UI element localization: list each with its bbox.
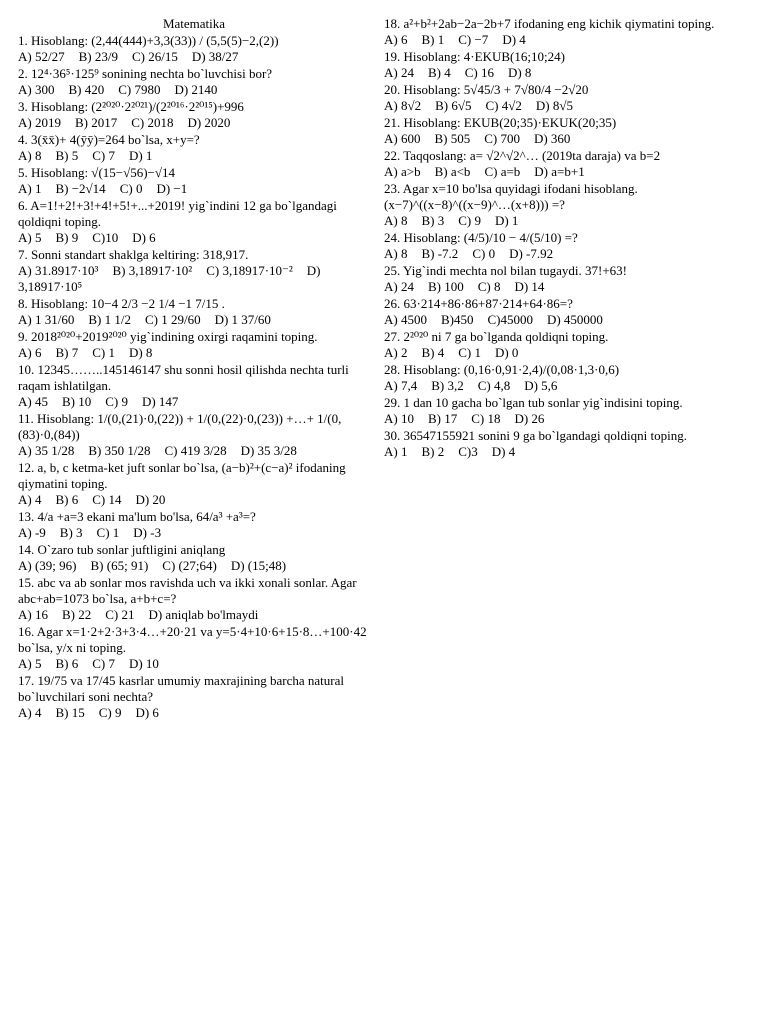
- answer-option: D) 360: [533, 131, 571, 146]
- answer-option: D) 35 3/28: [240, 443, 297, 458]
- answer-options: [18, 230, 370, 246]
- answer-option: A) 2: [384, 345, 408, 360]
- answer-option: B) −2√14: [55, 181, 106, 196]
- answer-option: B)450: [440, 312, 474, 327]
- answer-option: C) 0: [472, 246, 496, 261]
- answer-option: B) 420: [68, 82, 105, 97]
- answer-option: A) a>b: [384, 164, 421, 179]
- question-text: 1. Hisoblang: (2,44(444)+3,3(33)) / (5,5(5)−2,(2)): [18, 33, 279, 48]
- question-item: [18, 624, 370, 672]
- answer-option: C) 7: [92, 148, 115, 163]
- answer-option: B) -7.2: [421, 246, 459, 261]
- answer-option: C) (27;64): [162, 558, 217, 573]
- answer-option: A) 7,4: [384, 378, 418, 393]
- answer-option: B) 6: [55, 492, 79, 507]
- answer-options: [384, 164, 752, 180]
- answer-option: C) 7980: [118, 82, 161, 97]
- answer-option: B) 6√5: [435, 98, 472, 113]
- answer-options: [18, 394, 370, 410]
- question-text: 16. Agar x=1·2+2·3+3·4…+20·21 va y=5·4+10·6+15·8…+100·42 bo`lsa, y/x ni toping.: [18, 624, 367, 655]
- answer-options: [384, 246, 752, 262]
- answer-option: A) 24: [384, 279, 414, 294]
- answer-option: C) 26/15: [131, 49, 178, 64]
- question-text: 20. Hisoblang: 5√45/3 + 7√80/4 −2√20: [384, 82, 589, 97]
- question-item: [18, 33, 370, 65]
- answer-option: A) 1 31/60: [18, 312, 75, 327]
- left-question-list: [18, 33, 370, 721]
- answer-options: [18, 115, 370, 131]
- question-text: 19. Hisoblang: 4·EKUB(16;10;24): [384, 49, 565, 64]
- answer-options: [384, 213, 752, 229]
- answer-options: [18, 525, 370, 541]
- answer-option: D) 3,18917·10⁵: [18, 263, 321, 294]
- question-item: [384, 148, 752, 180]
- answer-option: A) -9: [18, 525, 46, 540]
- answer-options: [18, 443, 370, 459]
- question-item: [384, 49, 752, 81]
- answer-option: C) 0: [119, 181, 143, 196]
- answer-option: C) 8: [477, 279, 501, 294]
- answer-option: B) 3,2: [431, 378, 464, 393]
- answer-option: D) -7.92: [509, 246, 554, 261]
- answer-options: [18, 312, 370, 328]
- answer-option: C) 4,8: [477, 378, 511, 393]
- answer-option: C) 1: [458, 345, 481, 360]
- answer-option: B) 5: [55, 148, 79, 163]
- answer-option: C) 18: [471, 411, 501, 426]
- answer-option: D) 6: [132, 230, 156, 245]
- answer-option: B) 3: [59, 525, 83, 540]
- question-item: [384, 329, 752, 361]
- answer-options: [384, 345, 752, 361]
- question-item: [384, 362, 752, 394]
- answer-option: C) −7: [458, 32, 489, 47]
- answer-option: B) 505: [434, 131, 471, 146]
- answer-option: D) 0: [494, 345, 519, 360]
- question-item: [384, 428, 752, 460]
- answer-options: [384, 279, 752, 295]
- answer-options: [18, 492, 370, 508]
- question-text: 24. Hisoblang: (4/5)/10 − 4/(5/10) =?: [384, 230, 578, 245]
- answer-option: A) 31.8917·10³: [18, 263, 99, 278]
- answer-option: C) 2018: [131, 115, 174, 130]
- question-text: 10. 12345……..145146147 shu sonni hosil qilishda nechta turli raqam ishlatilgan.: [18, 362, 349, 393]
- answer-option: B) 2017: [74, 115, 118, 130]
- answer-option: C) 7: [92, 656, 115, 671]
- question-text: 11. Hisoblang: 1/(0,(21)·0,(22)) + 1/(0,(22)·0,(23)) +…+ 1/(0,(83)·0,(84)): [18, 411, 342, 442]
- question-item: [18, 198, 370, 246]
- question-item: [18, 673, 370, 721]
- answer-option: C) 4√2: [485, 98, 522, 113]
- answer-option: A) 45: [18, 394, 48, 409]
- answer-option: C)10: [92, 230, 119, 245]
- answer-option: A) 8: [18, 148, 42, 163]
- question-text: 2. 12⁴·36⁵·125⁹ sonining nechta bo`luvchisi bor?: [18, 66, 273, 81]
- answer-options: [18, 181, 370, 197]
- question-text: 9. 2018²⁰²⁰+2019²⁰²⁰ yig`indining oxirgi raqamini toping.: [18, 329, 318, 344]
- answer-option: D) a=b+1: [534, 164, 585, 179]
- answer-option: B) 1 1/2: [88, 312, 131, 327]
- question-item: [18, 132, 370, 164]
- answer-options: [18, 705, 370, 721]
- answer-option: D) (15;48): [230, 558, 287, 573]
- question-text: 4. 3(x̄x̄)+ 4(ȳȳ)=264 bo`lsa, x+y=?: [18, 132, 200, 147]
- answer-option: B) a<b: [434, 164, 471, 179]
- question-text: 29. 1 dan 10 gacha bo`lgan tub sonlar yig`indisini toping.: [384, 395, 683, 410]
- answer-option: A) 35 1/28: [18, 443, 75, 458]
- answer-option: D) 450000: [546, 312, 603, 327]
- answer-option: D) 8√5: [535, 98, 573, 113]
- answer-option: A) (39; 96): [18, 558, 77, 573]
- answer-option: A) 8√2: [384, 98, 422, 113]
- question-item: [18, 165, 370, 197]
- answer-option: B) 22: [61, 607, 92, 622]
- answer-options: [384, 65, 752, 81]
- answer-option: A) 8: [384, 213, 408, 228]
- answer-option: C)3: [458, 444, 478, 459]
- answer-option: A) 4500: [384, 312, 427, 327]
- answer-option: A) 1: [384, 444, 408, 459]
- answer-option: B) 10: [61, 394, 92, 409]
- answer-options: [18, 345, 370, 361]
- question-item: [384, 181, 752, 229]
- answer-options: [18, 656, 370, 672]
- question-text: 5. Hisoblang: √(15−√56)−√14: [18, 165, 176, 180]
- answer-option: A) 5: [18, 656, 42, 671]
- answer-options: [384, 312, 752, 328]
- answer-option: A) 2019: [18, 115, 61, 130]
- answer-option: C) 9: [98, 705, 122, 720]
- answer-option: D) 6: [135, 705, 159, 720]
- answer-option: C) 3,18917·10⁻²: [206, 263, 293, 278]
- answer-option: C) 1 29/60: [144, 312, 201, 327]
- answer-options: [18, 607, 370, 623]
- answer-option: A) 1: [18, 181, 42, 196]
- question-item: [384, 395, 752, 427]
- question-item: [384, 16, 752, 48]
- question-item: [384, 82, 752, 114]
- question-text: 14. O`zaro tub sonlar juftligini aniqlang: [18, 542, 226, 557]
- answer-option: B) 15: [55, 705, 85, 720]
- question-text: 18. a²+b²+2ab−2a−2b+7 ifodaning eng kichik qiymatini toping.: [384, 16, 715, 31]
- answer-option: B) 9: [55, 230, 79, 245]
- question-text: 28. Hisoblang: (0,16·0,91·2,4)/(0,08·1,3·0,6): [384, 362, 620, 377]
- answer-option: B) 1: [421, 32, 445, 47]
- answer-option: C) 14: [92, 492, 122, 507]
- answer-option: B) 17: [427, 411, 458, 426]
- answer-option: D) 8: [507, 65, 532, 80]
- answer-option: B) 23/9: [78, 49, 118, 64]
- answer-options: [384, 98, 752, 114]
- question-text: 23. Agar x=10 bo'lsa quyidagi ifodani hisoblang. (x−7)^((x−8)^((x−9)^…(x+8))) =?: [384, 181, 638, 212]
- answer-option: D) 26: [514, 411, 545, 426]
- question-text: 7. Sonni standart shaklga keltiring: 318,917.: [18, 247, 249, 262]
- answer-option: B) 4: [427, 65, 451, 80]
- answer-option: C) 419 3/28: [164, 443, 227, 458]
- answer-option: D) -3: [133, 525, 162, 540]
- answer-option: B) 3,18917·10²: [112, 263, 193, 278]
- answer-options: [384, 131, 752, 147]
- answer-option: A) 10: [384, 411, 414, 426]
- question-item: [18, 509, 370, 541]
- answer-option: D) 1: [494, 213, 519, 228]
- question-text: 8. Hisoblang: 10−4 2/3 −2 1/4 −1 7/15 .: [18, 296, 225, 311]
- question-item: [18, 575, 370, 623]
- answer-option: B) 2: [421, 444, 445, 459]
- answer-option: A) 300: [18, 82, 55, 97]
- question-item: [18, 99, 370, 131]
- answer-option: D) 38/27: [191, 49, 239, 64]
- answer-option: D) 8: [128, 345, 153, 360]
- answer-option: C)45000: [487, 312, 533, 327]
- answer-option: D) 5,6: [524, 378, 558, 393]
- answer-option: A) 4: [18, 705, 42, 720]
- answer-option: D) −1: [156, 181, 188, 196]
- answer-option: A) 8: [384, 246, 408, 261]
- answer-option: B) 350 1/28: [88, 443, 151, 458]
- answer-option: D) 1: [128, 148, 153, 163]
- answer-options: [18, 148, 370, 164]
- question-item: [384, 230, 752, 262]
- answer-options: [384, 444, 752, 460]
- answer-options: [384, 378, 752, 394]
- answer-option: B) 4: [421, 345, 445, 360]
- answer-option: D) 2020: [187, 115, 231, 130]
- question-item: [384, 115, 752, 147]
- answer-option: C) 9: [458, 213, 481, 228]
- answer-option: B) 6: [55, 656, 79, 671]
- answer-option: A) 16: [18, 607, 48, 622]
- answer-option: D) aniqlab bo'lmaydi: [148, 607, 259, 622]
- answer-option: D) 4: [502, 32, 526, 47]
- answer-options: [18, 263, 370, 295]
- question-text: 30. 36547155921 sonini 9 ga bo`lgandagi qoldiqni toping.: [384, 428, 687, 443]
- answer-option: B) 100: [427, 279, 464, 294]
- answer-option: C) 21: [105, 607, 135, 622]
- answer-option: A) 6: [384, 32, 408, 47]
- answer-option: A) 24: [384, 65, 414, 80]
- question-item: [18, 329, 370, 361]
- answer-option: A) 600: [384, 131, 421, 146]
- question-item: [384, 296, 752, 328]
- answer-options: [18, 558, 370, 574]
- answer-option: B) (65; 91): [90, 558, 149, 573]
- answer-option: D) 147: [141, 394, 179, 409]
- answer-options: [18, 82, 370, 98]
- answer-option: A) 52/27: [18, 49, 65, 64]
- answer-option: D) 4: [491, 444, 516, 459]
- answer-option: D) 10: [128, 656, 159, 671]
- answer-option: B) 3: [421, 213, 445, 228]
- right-question-list: [384, 16, 752, 460]
- answer-option: D) 2140: [174, 82, 218, 97]
- question-text: 22. Taqqoslang: a= √2^√2^… (2019ta daraja) va b=2: [384, 148, 661, 163]
- question-item: [384, 263, 752, 295]
- answer-option: A) 5: [18, 230, 42, 245]
- left-column: [18, 16, 370, 722]
- answer-option: D) 1 37/60: [214, 312, 271, 327]
- question-item: [18, 542, 370, 574]
- answer-option: C) 1: [92, 345, 115, 360]
- question-item: [18, 66, 370, 98]
- answer-options: [384, 411, 752, 427]
- question-text: 6. A=1!+2!+3!+4!+5!+...+2019! yig`indini 12 ga bo`lgandagi qoldiqni toping.: [18, 198, 337, 229]
- answer-option: A) 4: [18, 492, 42, 507]
- answer-option: D) 14: [514, 279, 545, 294]
- question-item: [18, 247, 370, 295]
- answer-options: [18, 49, 370, 65]
- question-text: 12. a, b, c ketma-ket juft sonlar bo`lsa, (a−b)²+(c−a)² ifodaning qiymatini toping.: [18, 460, 346, 491]
- answer-option: C) a=b: [484, 164, 521, 179]
- answer-option: C) 9: [105, 394, 128, 409]
- question-text: 21. Hisoblang: EKUB(20;35)·EKUK(20;35): [384, 115, 617, 130]
- answer-option: C) 16: [464, 65, 494, 80]
- question-item: [18, 460, 370, 508]
- question-item: [18, 296, 370, 328]
- answer-option: D) 20: [135, 492, 166, 507]
- question-text: 27. 2²⁰²⁰ ni 7 ga bo`lganda qoldiqni toping.: [384, 329, 609, 344]
- right-column: [384, 16, 752, 461]
- page-title: Matematika: [162, 16, 226, 31]
- answer-option: B) 7: [55, 345, 79, 360]
- question-text: 15. abc va ab sonlar mos ravishda uch va ikki xonali sonlar. Agar abc+ab=1073 bo`lsa, a+b+c=?: [18, 575, 357, 606]
- answer-option: C) 1: [96, 525, 120, 540]
- question-text: 25. Yig`indi mechta nol bilan tugaydi. 37!+63!: [384, 263, 627, 278]
- question-text: 26. 63·214+86·86+87·214+64·86=?: [384, 296, 573, 311]
- question-text: 3. Hisoblang: (2²⁰²⁰·2²⁰²¹)/(2²⁰¹⁶·2²⁰¹⁵)+996: [18, 99, 244, 114]
- answer-option: A) 6: [18, 345, 42, 360]
- answer-option: C) 700: [484, 131, 520, 146]
- question-item: [18, 411, 370, 459]
- answer-options: [384, 32, 752, 48]
- question-text: 13. 4/a +a=3 ekani ma'lum bo'lsa, 64/a³ +a³=?: [18, 509, 256, 524]
- question-item: [18, 362, 370, 410]
- question-text: 17. 19/75 va 17/45 kasrlar umumiy maxrajining barcha natural bo`luvchilari soni nechta?: [18, 673, 344, 704]
